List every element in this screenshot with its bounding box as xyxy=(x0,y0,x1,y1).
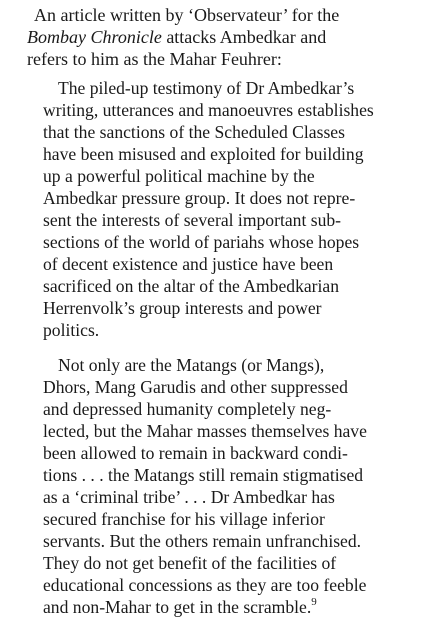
quote2-line: been allowed to remain in backward condi- xyxy=(43,443,348,463)
quote2-line: educational concessions as they are too feeble xyxy=(43,575,367,595)
quote1-line: have been misused and exploited for building xyxy=(43,144,364,164)
quote2-line: lected, but the Mahar masses themselves have xyxy=(43,421,367,441)
quote1-line: The piled-up testimony of Dr Ambedkar’s xyxy=(58,78,355,98)
intro-line-2-rest: attacks Ambedkar and xyxy=(161,27,327,47)
quote2-line: tions . . . the Matangs still remain stigmatised xyxy=(43,465,364,485)
footnote-marker: 9 xyxy=(311,596,317,608)
quote2-last-text: and non-Mahar to get in the scramble. xyxy=(43,597,312,617)
quote2-line: They do not get benefit of the facilities of xyxy=(43,553,337,573)
quote2-line: as a ‘criminal tribe’ . . . Dr Ambedkar has xyxy=(43,487,335,507)
quote2-line: Dhors, Mang Garudis and other suppressed xyxy=(43,377,348,397)
quote1-line: Herrenvolk’s group interests and power xyxy=(43,298,322,318)
quote1-line: sections of the world of pariahs whose hopes xyxy=(43,232,360,252)
quote1-line: up a powerful political machine by the xyxy=(43,166,315,186)
newspaper-title: Bombay Chronicle xyxy=(27,27,162,47)
quote1-line: of decent existence and justice have been xyxy=(43,254,334,274)
quote1-line: that the sanctions of the Scheduled Classes xyxy=(43,122,345,142)
quote1-line: Ambedkar pressure group. It does not repre- xyxy=(43,188,356,208)
quote2-last-line xyxy=(43,596,317,618)
quote2-line: Not only are the Matangs (or Mangs), xyxy=(58,355,325,375)
quote1-line: sent the interests of several important sub- xyxy=(43,210,342,230)
quote1-line: sacrificed on the altar of the Ambedkarian xyxy=(43,276,340,296)
intro-line-2 xyxy=(27,26,326,48)
intro-line-3: refers to him as the Mahar Feuhrer: xyxy=(27,49,282,69)
quote1-line: writing, utterances and manoeuvres establishes xyxy=(43,100,374,120)
quote2-line: servants. But the others remain unfranchised. xyxy=(43,531,362,551)
intro-line-1: An article written by ‘Observateur’ for the xyxy=(34,5,340,25)
quote1-line: politics. xyxy=(43,320,100,340)
quote2-line: secured franchise for his village inferior xyxy=(43,509,325,529)
quote2-line: and depressed humanity completely neg- xyxy=(43,399,332,419)
